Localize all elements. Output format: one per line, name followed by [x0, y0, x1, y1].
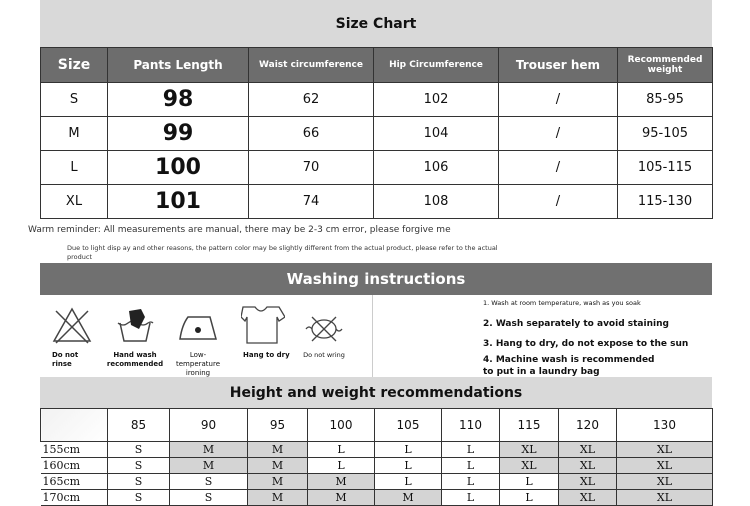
pants-length-cell: 98 — [108, 83, 249, 117]
weight-cell: 85-95 — [618, 83, 713, 117]
table-row — [41, 490, 713, 506]
size-cell: L — [375, 474, 442, 490]
care-item — [103, 295, 166, 377]
washing-steps — [373, 295, 712, 377]
col-header-pants-length: Pants Length — [108, 48, 249, 83]
pants-length-cell: 100 — [108, 151, 249, 185]
size-cell: L — [442, 442, 500, 458]
col-header-hip: Hip Circumference — [374, 48, 499, 83]
hand-wash-icon — [115, 303, 155, 347]
waist-cell: 66 — [249, 117, 374, 151]
size-cell: L — [442, 458, 500, 474]
table-row — [41, 458, 713, 474]
waist-cell: 70 — [249, 151, 374, 185]
size-cell: S — [170, 474, 248, 490]
washing-step: 3. Hang to dry, do not expose to the sun — [483, 339, 689, 349]
size-table-header — [41, 48, 713, 83]
weight-header: 90 — [170, 409, 248, 442]
size-cell: S — [41, 83, 108, 117]
size-cell: XL — [559, 474, 617, 490]
waist-cell: 74 — [249, 185, 374, 219]
low-temperature-iron-icon — [178, 303, 222, 347]
care-label: Hand wash recommended — [106, 351, 164, 368]
do-not-bleach-icon — [52, 303, 92, 347]
col-header-size: Size — [41, 48, 108, 83]
care-label: Hang to dry — [243, 351, 290, 359]
size-cell: XL — [500, 458, 559, 474]
height-cell: 170cm — [41, 490, 108, 506]
weight-cell: 105-115 — [618, 151, 713, 185]
corner-cell — [41, 409, 108, 442]
care-icons — [40, 295, 373, 377]
weight-header-row — [41, 409, 713, 442]
col-header-recommended-weight: Recommended weight — [618, 48, 713, 83]
col-header-waist: Waist circumference — [249, 48, 374, 83]
washing-step: 4. Machine wash is recommended to put in a laundry bag — [483, 355, 655, 377]
hip-cell: 108 — [374, 185, 499, 219]
size-cell: XL — [559, 442, 617, 458]
size-cell: M — [248, 490, 308, 506]
size-cell: XL — [41, 185, 108, 219]
pants-length-cell: 101 — [108, 185, 249, 219]
hem-cell: / — [499, 83, 618, 117]
size-cell: L — [308, 458, 375, 474]
size-cell: L — [442, 490, 500, 506]
size-cell: L — [375, 442, 442, 458]
weight-header: 110 — [442, 409, 500, 442]
washing-section — [40, 295, 712, 377]
care-label: Do not rinse — [52, 351, 79, 368]
washing-step: 1. Wash at room temperature, wash as you soak — [483, 299, 641, 307]
pants-length-cell: 99 — [108, 117, 249, 151]
size-cell: M — [248, 474, 308, 490]
hang-to-dry-icon — [241, 303, 285, 347]
table-row — [41, 185, 713, 219]
hip-cell: 106 — [374, 151, 499, 185]
size-cell: M — [170, 442, 248, 458]
size-cell: L — [442, 474, 500, 490]
color-disclaimer: Due to light disp ay and other reasons, the pattern color may be slightly different from the actual product, please refer to the actual product — [67, 244, 498, 261]
size-cell: S — [170, 490, 248, 506]
height-weight-title: Height and weight recommendations — [40, 377, 712, 408]
weight-cell: 95-105 — [618, 117, 713, 151]
table-row — [41, 117, 713, 151]
washing-step: 2. Wash separately to avoid staining — [483, 319, 669, 329]
height-cell: 160cm — [41, 458, 108, 474]
warm-reminder: Warm reminder: All measurements are manual, there may be 2-3 cm error, please forgive me — [28, 225, 451, 235]
care-item — [229, 295, 292, 377]
care-item — [40, 295, 103, 377]
size-cell: L — [308, 442, 375, 458]
size-table — [40, 47, 713, 219]
hip-cell: 102 — [374, 83, 499, 117]
hip-cell: 104 — [374, 117, 499, 151]
care-label: Do not wring — [303, 351, 345, 359]
weight-cell: 115-130 — [618, 185, 713, 219]
size-chart-title: Size Chart — [40, 0, 712, 47]
size-chart-document — [28, 0, 712, 504]
size-cell: S — [108, 474, 170, 490]
size-cell: XL — [617, 490, 713, 506]
size-cell: S — [108, 490, 170, 506]
size-cell: L — [41, 151, 108, 185]
size-cell: XL — [559, 458, 617, 474]
size-cell: M — [308, 490, 375, 506]
table-row — [41, 151, 713, 185]
hem-cell: / — [499, 117, 618, 151]
size-cell: M — [248, 458, 308, 474]
size-cell: M — [308, 474, 375, 490]
size-cell: M — [375, 490, 442, 506]
care-item — [166, 295, 229, 377]
size-cell: XL — [500, 442, 559, 458]
notes-section — [28, 219, 712, 263]
waist-cell: 62 — [249, 83, 374, 117]
size-cell: M — [248, 442, 308, 458]
table-row — [41, 474, 713, 490]
size-cell: M — [41, 117, 108, 151]
care-item — [292, 295, 355, 377]
weight-header: 95 — [248, 409, 308, 442]
weight-header: 115 — [500, 409, 559, 442]
height-cell: 165cm — [41, 474, 108, 490]
size-cell: L — [375, 458, 442, 474]
height-cell: 155cm — [41, 442, 108, 458]
weight-header: 85 — [108, 409, 170, 442]
hem-cell: / — [499, 185, 618, 219]
do-not-wring-icon — [304, 303, 348, 347]
table-row — [41, 83, 713, 117]
size-cell: XL — [617, 442, 713, 458]
size-cell: XL — [617, 474, 713, 490]
size-cell: M — [170, 458, 248, 474]
weight-header: 105 — [375, 409, 442, 442]
size-cell: XL — [559, 490, 617, 506]
height-weight-table — [40, 408, 713, 506]
col-header-trouser-hem: Trouser hem — [499, 48, 618, 83]
weight-header: 120 — [559, 409, 617, 442]
size-cell: S — [108, 458, 170, 474]
care-label: Low-temperature ironing — [176, 351, 220, 377]
hem-cell: / — [499, 151, 618, 185]
weight-header: 100 — [308, 409, 375, 442]
size-cell: L — [500, 490, 559, 506]
table-row — [41, 442, 713, 458]
weight-header: 130 — [617, 409, 713, 442]
size-cell: L — [500, 474, 559, 490]
size-cell: S — [108, 442, 170, 458]
washing-title: Washing instructions — [40, 263, 712, 295]
size-cell: XL — [617, 458, 713, 474]
